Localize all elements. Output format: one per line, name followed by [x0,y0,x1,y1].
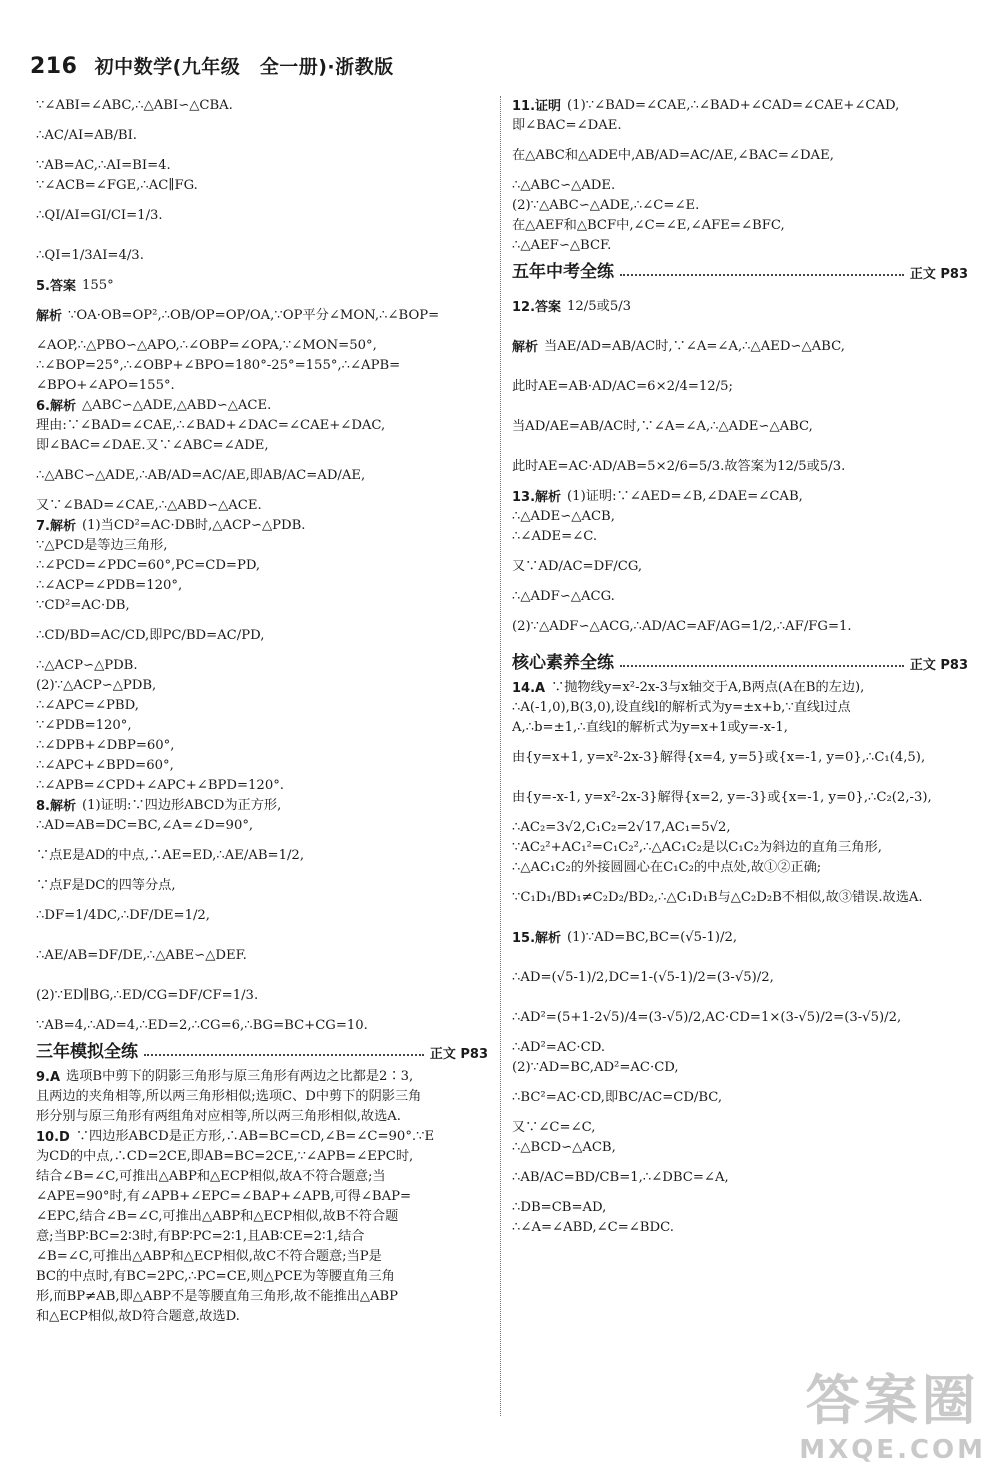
solution-line [36,596,488,616]
item-label: 解析 [36,308,63,324]
line-text: ∴△ADE∽△ACB, [512,509,615,525]
line-text: ∴AD²=(5+1-2√5)/4=(3-√5)/2,AC·CD=1×(3-√5)/2=(3-√5)/2, [512,1010,902,1026]
solution-line [512,407,968,447]
section-page-ref: 正文 P83 [909,658,968,673]
solution-line [36,96,488,116]
solution-line [36,816,488,836]
item-label: 6.解析 [36,398,76,414]
line-text: 结合∠B=∠C,可推出△ABP和△ECP相似,故A不符合题意;当 [36,1169,386,1185]
item-label: 15.解析 [512,930,562,946]
solution-line [36,376,488,396]
line-text: ∴CD/BD=AC/CD,即PC/BD=AC/PD, [36,628,265,644]
solution-line [36,556,488,576]
solution-line [512,116,968,136]
solution-line [36,116,488,156]
solution-line [36,676,488,696]
solution-line [36,796,488,816]
solution-line [36,416,488,436]
solution-line [36,736,488,756]
line-text: (2)∵△ABC∽△ADE,∴∠C=∠E. [512,198,700,214]
solution-line [36,1147,488,1167]
line-text: 且两边的夹角相等,所以两三角形相似;选项C、D中剪下的阴影三角 [36,1089,422,1105]
section-title: 三年模拟全练 [36,1042,138,1062]
line-text: 又∵∠C=∠C, [512,1120,596,1136]
solution-line [36,336,488,356]
line-text: ∠EPC,结合∠B=∠C,可推出△ABP和△ECP相似,故B不符合题 [36,1209,399,1225]
line-text: 12/5或5/3 [567,299,632,315]
line-text: ∴AC/AI=AB/BI. [36,128,137,144]
solution-line [512,236,968,256]
solution-line [512,738,968,778]
line-text: ∵AC₂²+AC₁²=C₁C₂²,∴△AC₁C₂是以C₁C₂为斜边的直角三角形, [512,840,882,856]
line-text: ∴DB=CB=AD, [512,1200,607,1216]
line-text: ∴∠APC=∠PBD, [36,698,139,714]
line-text: 当AD/AE=AB/AC时,∵∠A=∠A,∴△ADE∽△ABC, [512,419,813,435]
item-label: 14.A [512,680,546,696]
line-text: (2)∵AD=BC,AD²=AC·CD, [512,1060,679,1076]
solution-line [36,1167,488,1187]
solution-line [512,778,968,818]
line-text: ∵CD²=AC·DB, [36,598,130,614]
solution-line [512,136,968,176]
line-text: ∴AC₂=3√2,C₁C₂=2√17,AC₁=5√2, [512,820,731,836]
line-text: ∴∠A=∠ABD,∠C=∠BDC. [512,1220,674,1236]
solution-line [36,1267,488,1287]
line-text: 由{y=x+1, y=x²-2x-3}解得{x=4, y=5}或{x=-1, y=0},∴C₁(4,5), [512,750,926,766]
solution-line [512,287,968,327]
section-page-ref: 正文 P83 [429,1047,488,1062]
line-text: ∴AB/AC=BD/CB=1,∴∠DBC=∠A, [512,1170,729,1186]
solution-line [36,776,488,796]
item-label: 7.解析 [36,518,76,534]
line-text: ∵抛物线y=x²-2x-3与x轴交于A,B两点(A在B的左边), [551,680,865,696]
line-text: 形分别与原三角形有两组角对应相等,所以两三角形相似,故选A. [36,1109,401,1125]
solution-line [36,1016,488,1036]
line-text: 为CD的中点,∴CD=2CE,即AB=BC=2CE,∵∠APB=∠EPC时, [36,1149,414,1165]
line-text: ∵AB=4,∴AD=4,∴ED=2,∴CG=6,∴BG=BC+CG=10. [36,1018,368,1034]
line-text: ∴QI=1/3AI=4/3. [36,248,144,264]
solution-line [512,367,968,407]
right-column [512,96,968,1238]
line-text: ∵C₁D₁/BD₁≠C₂D₂/BD₂,∴△C₁D₁B与△C₂D₂B不相似,故③错误.故选A. [512,890,923,906]
solution-line [512,998,968,1038]
solution-line [36,756,488,776]
line-text: ∵∠PDB=120°, [36,718,132,734]
line-text: ∴AD=(√5-1)/2,DC=1-(√5-1)/2=(3-√5)/2, [512,970,774,986]
dotted-leader [144,1054,424,1056]
item-label: 11.证明 [512,98,562,114]
line-text: (1)∵AD=BC,BC=(√5-1)/2, [567,930,738,946]
line-text: 选项B中剪下的阴影三角形与原三角形有两边之比都是2∶3, [66,1069,414,1085]
page-header [30,52,394,79]
watermark-logo-text: 答案圈 [805,1369,980,1432]
solution-line [512,858,968,878]
solution-line [512,587,968,607]
solution-line [36,1287,488,1307]
solution-line [36,356,488,376]
solution-line [512,327,968,367]
line-text: 和△ECP相似,故D符合题意,故选D. [36,1309,240,1325]
solution-line [36,516,488,536]
solution-line [512,96,968,116]
solution-line [36,876,488,896]
solution-line [512,878,968,918]
solution-line [512,1158,968,1198]
solution-line [36,436,488,456]
solution-line [512,1198,968,1218]
line-text: 在△ABC和△ADE中,AB/AD=AC/AE,∠BAC=∠DAE, [512,148,834,164]
solution-line [512,1038,968,1058]
line-text: (1)当CD²=AC·DB时,△ACP∽△PDB. [81,518,306,534]
solution-line [36,176,488,196]
line-text: ∴BC²=AC·CD,即BC/AC=CD/BC, [512,1090,723,1106]
line-text: 在△AEF和△BCF中,∠C=∠E,∠AFE=∠BFC, [512,218,785,234]
line-text: ∵△PCD是等边三角形, [36,538,168,554]
dotted-leader [620,274,904,276]
section-title: 核心素养全练 [512,653,614,673]
solution-line [36,156,488,176]
solution-line [512,918,968,958]
section-title: 五年中考全练 [512,262,614,282]
line-text: ∵∠ABI=∠ABC,∴△ABI∽△CBA. [36,98,233,114]
solution-line [512,447,968,487]
solution-line [512,718,968,738]
line-text: ∵四边形ABCD是正方形,∴AB=BC=CD,∠B=∠C=90°.∵E [75,1129,435,1145]
solution-line [36,1247,488,1267]
line-text: ∵点E是AD的中点,∴AE=ED,∴AE/AB=1/2, [36,848,305,864]
line-text: 此时AE=AC·AD/AB=5×2/6=5/3.故答案为12/5或5/3. [512,459,846,475]
item-label: 13.解析 [512,489,562,505]
line-text: ∠B=∠C,可推出△ABP和△ECP相似,故C不符合题意;当P是 [36,1249,382,1265]
solution-line [36,496,488,516]
solution-line [36,936,488,976]
item-label: 解析 [512,339,539,355]
solution-line [36,196,488,236]
solution-line [512,958,968,998]
line-text: 即∠BAC=∠DAE.又∵∠ABC=∠ADE, [36,438,269,454]
line-text: ∵AB=AC,∴AI=BI=4. [36,158,171,174]
solution-line [36,536,488,556]
solution-line [36,296,488,336]
line-text: 155° [81,278,114,294]
solution-line [36,696,488,716]
line-text: 此时AE=AB·AD/AC=6×2/4=12/5; [512,379,733,395]
watermark-url: MXQE.COM [799,1435,986,1465]
page-number: 216 [30,54,78,79]
solution-line [36,1067,488,1087]
book-title: 初中数学(九年级 全一册)·浙教版 [94,56,394,78]
solution-line [512,1118,968,1138]
solution-line [36,1207,488,1227]
solution-line [36,716,488,736]
line-text: ∴△AEF∽△BCF. [512,238,612,254]
line-text: (1)证明:∵四边形ABCD为正方形, [81,798,282,814]
section-page-ref: 正文 P83 [909,267,968,282]
line-text: △ABC∽△ADE,△ABD∽△ACE. [81,398,272,414]
line-text: ∴AE/AB=DF/DE,∴△ABE∽△DEF. [36,948,247,964]
line-text: (1)∵∠BAD=∠CAE,∴∠BAD+∠CAD=∠CAE+∠CAD, [567,98,900,114]
solution-line [512,176,968,196]
solution-line [36,1107,488,1127]
line-text: (2)∵△ACP∽△PDB, [36,678,157,694]
line-text: 当AE/AD=AB/AC时,∵∠A=∠A,∴△AED∽△ABC, [544,339,845,355]
solution-line [512,1078,968,1118]
line-text: ∴∠ADE=∠C. [512,529,598,545]
section-heading [512,264,968,281]
solution-line [512,216,968,236]
line-text: ∴△BCD∽△ACB, [512,1140,616,1156]
line-text: 又∵AD/AC=DF/CG, [512,559,643,575]
item-label: 12.答案 [512,299,562,315]
line-text: ∴△ABC∽△ADE,∴AB/AD=AC/AE,即AB/AC=AD/AE, [36,468,366,484]
line-text: ∵∠ACB=∠FGE,∴AC∥FG. [36,178,198,194]
solution-line [36,276,488,296]
line-text: ∴QI/AI=GI/CI=1/3. [36,208,163,224]
left-column [36,96,488,1327]
solution-line [36,1187,488,1207]
solution-line [512,1058,968,1078]
line-text: ∴AD²=AC·CD. [512,1040,606,1056]
solution-line [36,656,488,676]
line-text: ∴A(-1,0),B(3,0),设直线l的解析式为y=±x+b,∵直线l过点 [512,700,851,716]
solution-line [36,576,488,596]
line-text: ∴∠APB=∠CPD+∠APC+∠BPD=120°. [36,778,284,794]
line-text: ∴∠BOP=25°,∴∠OBP+∠BPO=180°-25°=155°,∴∠APB= [36,358,401,374]
solution-line [512,818,968,838]
section-heading [36,1044,488,1061]
solution-line [512,507,968,527]
line-text: ∠APE=90°时,有∠APB+∠EPC=∠BAP+∠APB,可得∠BAP= [36,1189,412,1205]
solution-line [512,547,968,587]
line-text: 理由:∵∠BAD=∠CAE,∴∠BAD+∠DAC=∠CAE+∠DAC, [36,418,386,434]
solution-line [36,616,488,656]
item-label: 9.A [36,1069,61,1085]
solution-line [512,698,968,718]
solution-line [512,527,968,547]
line-text: ∵OA·OB=OP²,∴OB/OP=OP/OA,∵OP平分∠MON,∴∠BOP= [68,308,440,324]
solution-line [512,678,968,698]
line-text: ∴DF=1/4DC,∴DF/DE=1/2, [36,908,210,924]
line-text: ∴∠DPB+∠DBP=60°, [36,738,175,754]
solution-line [36,1087,488,1107]
solution-line [36,1127,488,1147]
line-text: 由{y=-x-1, y=x²-2x-3}解得{x=2, y=-3}或{x=-1, y=0},∴C₂(2,-3), [512,790,932,806]
solution-line [36,836,488,876]
solution-line [36,236,488,276]
line-text: A,∴b=±1,∴直线l的解析式为y=x+1或y=-x-1, [512,720,788,736]
line-text: 又∵∠BAD=∠CAE,∴△ABD∽△ACE. [36,498,262,514]
solution-line [36,976,488,1016]
solution-line [512,838,968,858]
line-text: (2)∵△ADF∽△ACG,∴AD/AC=AF/AG=1/2,∴AF/FG=1. [512,619,852,635]
solution-line [512,1218,968,1238]
solution-line [36,896,488,936]
line-text: 形,而BP≠AB,即△ABP不是等腰直角三角形,故不能推出△ABP [36,1289,399,1305]
line-text: ∴△ADF∽△ACG. [512,589,615,605]
item-label: 8.解析 [36,798,76,814]
watermark [799,1358,986,1465]
line-text: ∴AD=AB=DC=BC,∠A=∠D=90°, [36,818,254,834]
line-text: ∴△ABC∽△ADE. [512,178,616,194]
line-text: ∠BPO+∠APO=155°. [36,378,175,394]
section-heading [512,655,968,672]
line-text: ∴∠PCD=∠PDC=60°,PC=CD=PD, [36,558,261,574]
dotted-leader [620,665,904,667]
solution-line [36,456,488,496]
solution-line [36,1227,488,1247]
solution-line [36,1307,488,1327]
solution-line [512,607,968,647]
line-text: ∴∠ACP=∠PDB=120°, [36,578,183,594]
item-label: 5.答案 [36,278,76,294]
line-text: (1)证明:∵∠AED=∠B,∠DAE=∠CAB, [567,489,803,505]
line-text: ∴∠APC+∠BPD=60°, [36,758,174,774]
line-text: 即∠BAC=∠DAE. [512,118,622,134]
line-text: ∴△AC₁C₂的外接圆圆心在C₁C₂的中点处,故①②正确; [512,860,822,876]
item-label: 10.D [36,1129,70,1145]
solution-line [512,196,968,216]
column-divider [500,96,501,1416]
solution-line [36,396,488,416]
line-text: ∵点F是DC的四等分点, [36,878,176,894]
solution-line [512,1138,968,1158]
line-text: BC的中点时,有BC=2PC,∴PC=CE,则△PCE为等腰直角三角 [36,1269,395,1285]
line-text: ∴△ACP∽△PDB. [36,658,138,674]
line-text: 意;当BP∶BC=2∶3时,有BP∶PC=2∶1,且AB∶CE=2∶1,结合 [36,1229,365,1245]
solution-line [512,487,968,507]
line-text: ∠AOP,∴△PBO∽△APO,∴∠OBP=∠OPA,∵∠MON=50°, [36,338,377,354]
line-text: (2)∵ED∥BG,∴ED/CG=DF/CF=1/3. [36,988,259,1004]
